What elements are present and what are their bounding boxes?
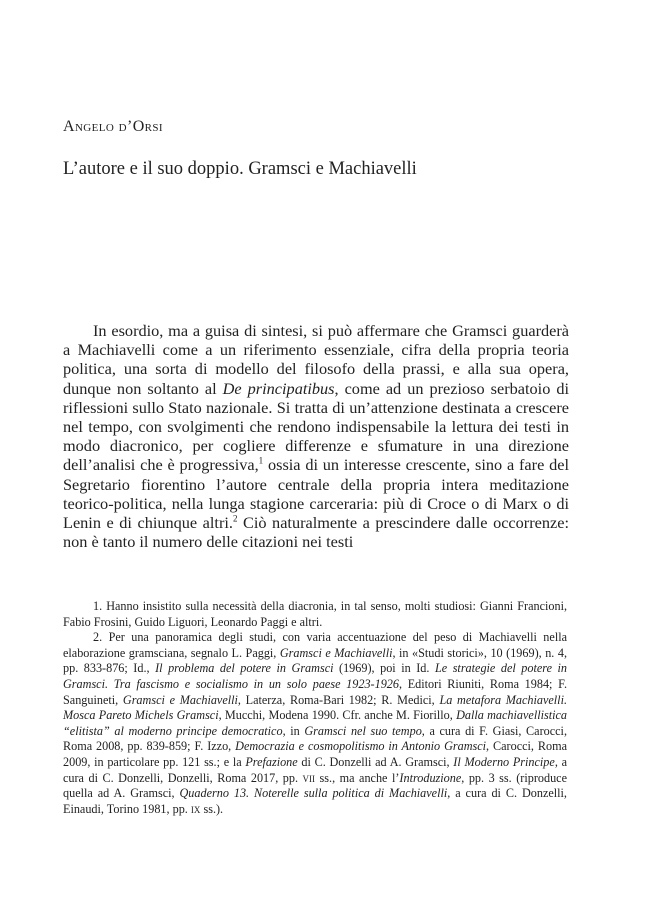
fn2-italic: Quaderno 13. Noterelle sulla politica di Machiavelli: [179, 786, 448, 801]
fn2-text: di C. Donzelli ad A. Gramsci,: [297, 754, 454, 769]
fn2-roman-page: vii: [302, 770, 316, 785]
fn2-italic: Dalla machiavellistica “elitista” al moderno principe democratico: [63, 708, 567, 738]
fn2-italic: Prefazione: [245, 754, 298, 769]
fn2-text: , Editori Riuniti, Roma 1984; F. Sanguineti,: [63, 676, 567, 707]
fn2-italic: Il problema del potere in Gramsci: [155, 661, 334, 676]
fn2-italic: Le strategie del potere in Gramsci. Tra fascismo e socialismo in un solo paese 1923-1926: [63, 661, 567, 691]
fn2-text: ss.).: [200, 801, 224, 816]
body-text-2: , come ad un prezioso serbatoio di riflessioni sullo Stato nazionale. Si tratta di un’attenzione destinata a crescere nel tempo, con svolgimenti che rendono indispensabile la lettura dei testi in modo diacronico, per cogliere differenze e sfumature in una direzione dell’analisi che è progressiva,: [63, 378, 569, 475]
fn2-text: , Carocci, Roma 2009, in particolare pp. 121 ss.; e la: [63, 739, 567, 769]
article-title: L’autore e il suo doppio. Gramsci e Machiavelli: [63, 159, 417, 179]
footnote-ref-1[interactable]: 1: [258, 456, 264, 466]
body-text-1: In esordio, ma a guisa di sintesi, si può affermare che Gramsci guarderà a Machiavelli come a un riferimento essenziale, cifra della propria teoria politica, una sorta di modello del filosofo della prassi, e alla sua opera, dunque non soltanto al: [63, 321, 569, 398]
fn2-text: , in: [282, 723, 305, 738]
fn2-text: , in «Studi storici», 10 (1969), n. 4, pp. 833-876; Id.,: [63, 645, 567, 676]
footnote-ref-2[interactable]: 2: [232, 513, 238, 524]
fn2-text: , Laterza, Roma-Bari 1982; R. Medici,: [237, 692, 440, 707]
body-italic-work: De principatibus: [222, 378, 335, 398]
fn2-italic: Democrazia e cosmopolitismo in Antonio Gramsci: [235, 739, 487, 754]
fn2-italic: Introduzione: [399, 770, 462, 785]
fn2-roman-page: ix: [190, 801, 201, 816]
fn2-italic: Gramsci e Machiavelli: [122, 692, 238, 707]
fn2-italic: La metafora Machiavelli. Mosca Pareto Michels Gramsci: [63, 692, 568, 723]
footnote-1: 1. Hanno insistito sulla necessità della diacronia, in tal senso, molti studiosi: Gianni Francioni, Fabio Frosini, Guido Liguori, Leonardo Paggi e altri.: [63, 599, 567, 629]
fn2-text: (1969), poi in Id.: [333, 661, 435, 676]
body-paragraph: [63, 321, 569, 551]
fn2-text: , Mucchi, Modena 1990. Cfr. anche M. Fiorillo,: [218, 708, 457, 723]
body-text-4: Ciò naturalmente a prescindere dalle occorrenze: non è tanto il numero delle citazioni nei testi: [63, 513, 569, 552]
footnote-2: [63, 630, 567, 817]
fn2-text: ss., ma anche l’: [315, 770, 400, 785]
fn2-italic: Gramsci e Machiavelli: [279, 645, 393, 660]
fn2-text: , a cura di F. Giasi, Carocci, Roma 2008, pp. 839-859; F. Izzo,: [63, 723, 567, 754]
fn2-italic: Il Moderno Principe: [453, 754, 555, 769]
body-text-3: ossia di un interesse crescente, sino a fare del Segretario fiorentino l’autore centrale della propria intera meditazione teorico-politica, nella lunga stagione carceraria: più di Croce o di Marx o di Lenin e di chiunque altri.: [63, 455, 569, 533]
author-name: Angelo d’Orsi: [63, 118, 163, 135]
fn2-italic: Gramsci nel suo tempo: [304, 723, 422, 738]
fn2-text: 2. Per una panoramica degli studi, con varia accentuazione del peso di Machiavelli nella elaborazione gramsciana, segnalo L. Paggi,: [63, 630, 567, 660]
footnotes: [63, 599, 567, 817]
fn2-text: , a cura di C. Donzelli, Donzelli, Roma 2017, pp.: [63, 754, 567, 785]
fn2-text: , pp. 3 ss. (riproduce quella ad A. Gramsci,: [63, 770, 567, 801]
fn2-text: , a cura di C. Donzelli, Einaudi, Torino 1981, pp.: [63, 786, 567, 816]
